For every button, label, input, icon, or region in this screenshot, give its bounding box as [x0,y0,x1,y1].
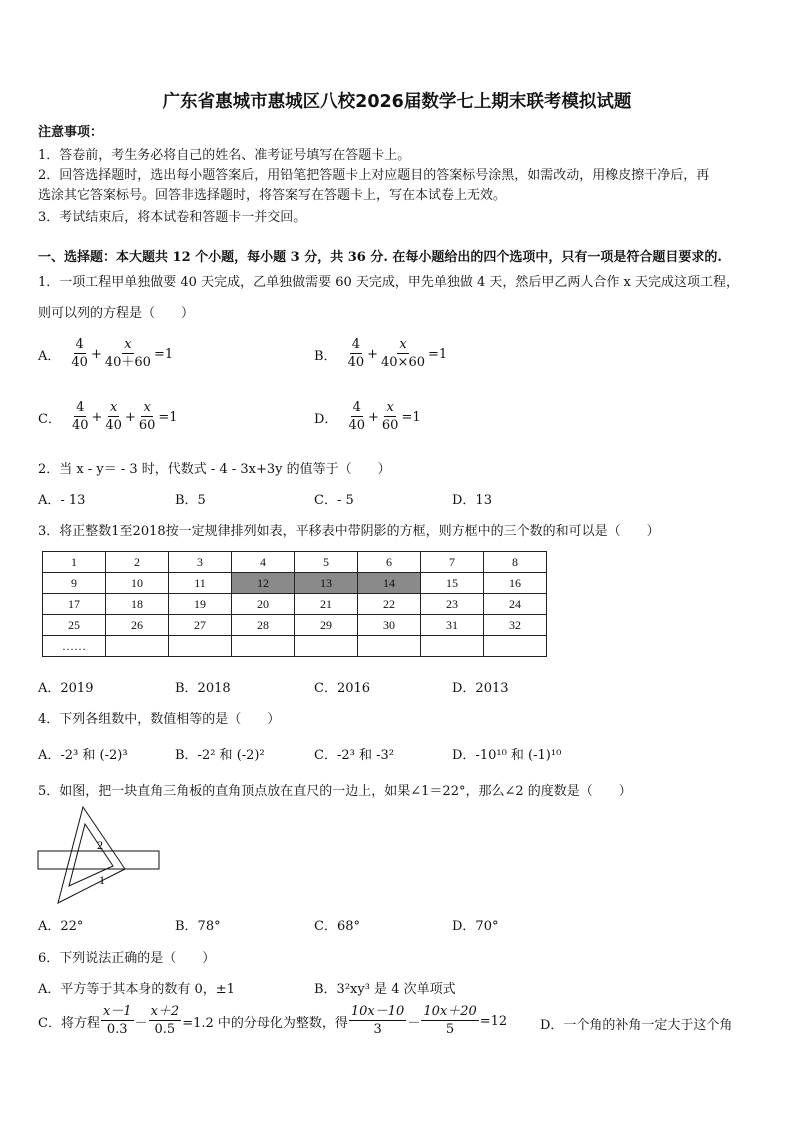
table-cell: 30 [358,615,421,636]
table-cell: 8 [484,552,547,573]
q3-option-b: B．2018 [175,681,231,696]
q4-option-b: B．-2² 和 (-2)² [175,748,265,763]
notice-item-1: 1．答卷前，考生务必将自己的姓名、准考证号填写在答题卡上。 [38,148,411,163]
q6-option-b: B．3²xy³ 是 4 次单项式 [314,982,456,997]
q1-option-c: C． $\frac{4}{40}$ + $\frac{x}{40}$ + $\frac{x}{60}$ =1 [38,400,178,433]
q5-option-a: A．22° [38,919,84,934]
table-cell: 28 [232,615,295,636]
q1-option-a: A． $\frac{4}{40}$ + $\frac{x}{40+60}$ =1 [38,337,174,370]
table-cell: 14 [358,573,421,594]
number-table [42,551,547,657]
q1-stem-line1: 1．一项工程甲单独做要 40 天完成，乙单独做需要 60 天完成，甲先单独做 4 天，然后甲乙两人合作 x 天完成这项工程， [38,275,740,290]
triangle-ruler-figure [36,804,166,910]
table-cell [232,636,295,657]
table-cell: 15 [421,573,484,594]
table-cell: 27 [169,615,232,636]
angle-1-label: 1 [99,873,105,887]
angle-2-label: 2 [97,838,103,852]
q6-option-a: A．平方等于其本身的数有 0，±1 [38,982,235,997]
table-cell: 16 [484,573,547,594]
table-cell: 12 [232,573,295,594]
table-cell: 19 [169,594,232,615]
table-cell: 9 [43,573,106,594]
table-row [43,573,547,594]
table-cell: 29 [295,615,358,636]
q2-option-b: B．5 [175,493,206,508]
table-cell: 18 [106,594,169,615]
table-cell: 22 [358,594,421,615]
table-cell: 11 [169,573,232,594]
q3-option-d: D．2013 [452,681,509,696]
table-row [43,594,547,615]
q1-option-d: D． $\frac{4}{40}$ + $\frac{x}{60}$ =1 [314,400,421,433]
q5-option-b: B．78° [175,919,221,934]
table-cell: 32 [484,615,547,636]
table-cell: 26 [106,615,169,636]
table-row [43,552,547,573]
q1-stem-line2: 则可以列的方程是（ ） [38,306,195,321]
table-cell: …… [43,636,106,657]
q2-option-d: D．13 [452,493,492,508]
table-cell: 5 [295,552,358,573]
q3-stem: 3．将正整数1至2018按一定规律排列如表，平移表中带阴影的方框，则方框中的三个数的和可以是（ ） [38,524,660,539]
q4-option-c: C．-2³ 和 -3² [314,748,394,763]
table-cell: 23 [421,594,484,615]
table-cell: 2 [106,552,169,573]
table-cell: 17 [43,594,106,615]
table-cell: 20 [232,594,295,615]
table-cell [169,636,232,657]
table-cell: 31 [421,615,484,636]
notice-heading: 注意事项： [38,125,104,140]
notice-item-2b: 选涂其它答案标号。回答非选择题时，将答案写在答题卡上，写在本试卷上无效。 [38,188,507,203]
table-cell: 7 [421,552,484,573]
table-cell [295,636,358,657]
table-cell: 4 [232,552,295,573]
table-row [43,636,547,657]
q5-option-c: C．68° [314,919,360,934]
q3-option-c: C．2016 [314,681,371,696]
notice-item-3: 3．考试结束后，将本试卷和答题卡一并交回。 [38,210,307,225]
table-cell: 24 [484,594,547,615]
q4-option-d: D．-10¹⁰ 和 (-1)¹⁰ [452,748,562,763]
q6-option-d: D．一个角的补角一定大于这个角 [540,1018,733,1033]
q4-stem: 4．下列各组数中，数值相等的是（ ） [38,712,281,727]
table-cell: 10 [106,573,169,594]
table-cell: 1 [43,552,106,573]
notice-item-2a: 2．回答选择题时，选出每小题答案后，用铅笔把答题卡上对应题目的答案标号涂黑，如需改动，用橡皮擦干净后，再 [38,168,710,183]
q3-option-a: A．2019 [38,681,94,696]
q4-option-a: A．-2³ 和 (-2)³ [38,748,128,763]
q2-option-a: A．- 13 [38,493,86,508]
table-cell [484,636,547,657]
q5-stem: 5．如图，把一块直角三角板的直角顶点放在直尺的一边上，如果∠1＝22°，那么∠2 的度数是（ ） [38,784,632,799]
table-cell [421,636,484,657]
q2-stem: 2．当 x - y＝ - 3 时，代数式 - 4 - 3x+3y 的值等于（ ） [38,462,391,477]
table-cell [358,636,421,657]
page-title: 广东省惠城市惠城区八校2026届数学七上期末联考模拟试题 [162,92,632,112]
q5-option-d: D．70° [452,919,499,934]
table-cell [106,636,169,657]
table-row [43,615,547,636]
table-cell: 13 [295,573,358,594]
q1-option-b: B． $\frac{4}{40}$ + $\frac{x}{40\times 60}$ =1 [314,337,448,370]
table-cell: 6 [358,552,421,573]
section-heading: 一、选择题：本大题共 12 个小题，每小题 3 分，共 36 分. 在每小题给出的四个选项中，只有一项是符合题目要求的. [38,250,722,265]
table-cell: 21 [295,594,358,615]
table-cell: 3 [169,552,232,573]
q6-stem: 6．下列说法正确的是（ ） [38,951,216,966]
q6-option-c: C．将方程 $\frac{x-1}{0.3}$ － $\frac{x+2}{0.5}$ =1.2 中的分母化为整数，得 $\frac{10x-10}{3}$ － $\frac{10x+20}{5}$ =12 [38,1004,508,1037]
table-cell: 25 [43,615,106,636]
q2-option-c: C．- 5 [314,493,354,508]
